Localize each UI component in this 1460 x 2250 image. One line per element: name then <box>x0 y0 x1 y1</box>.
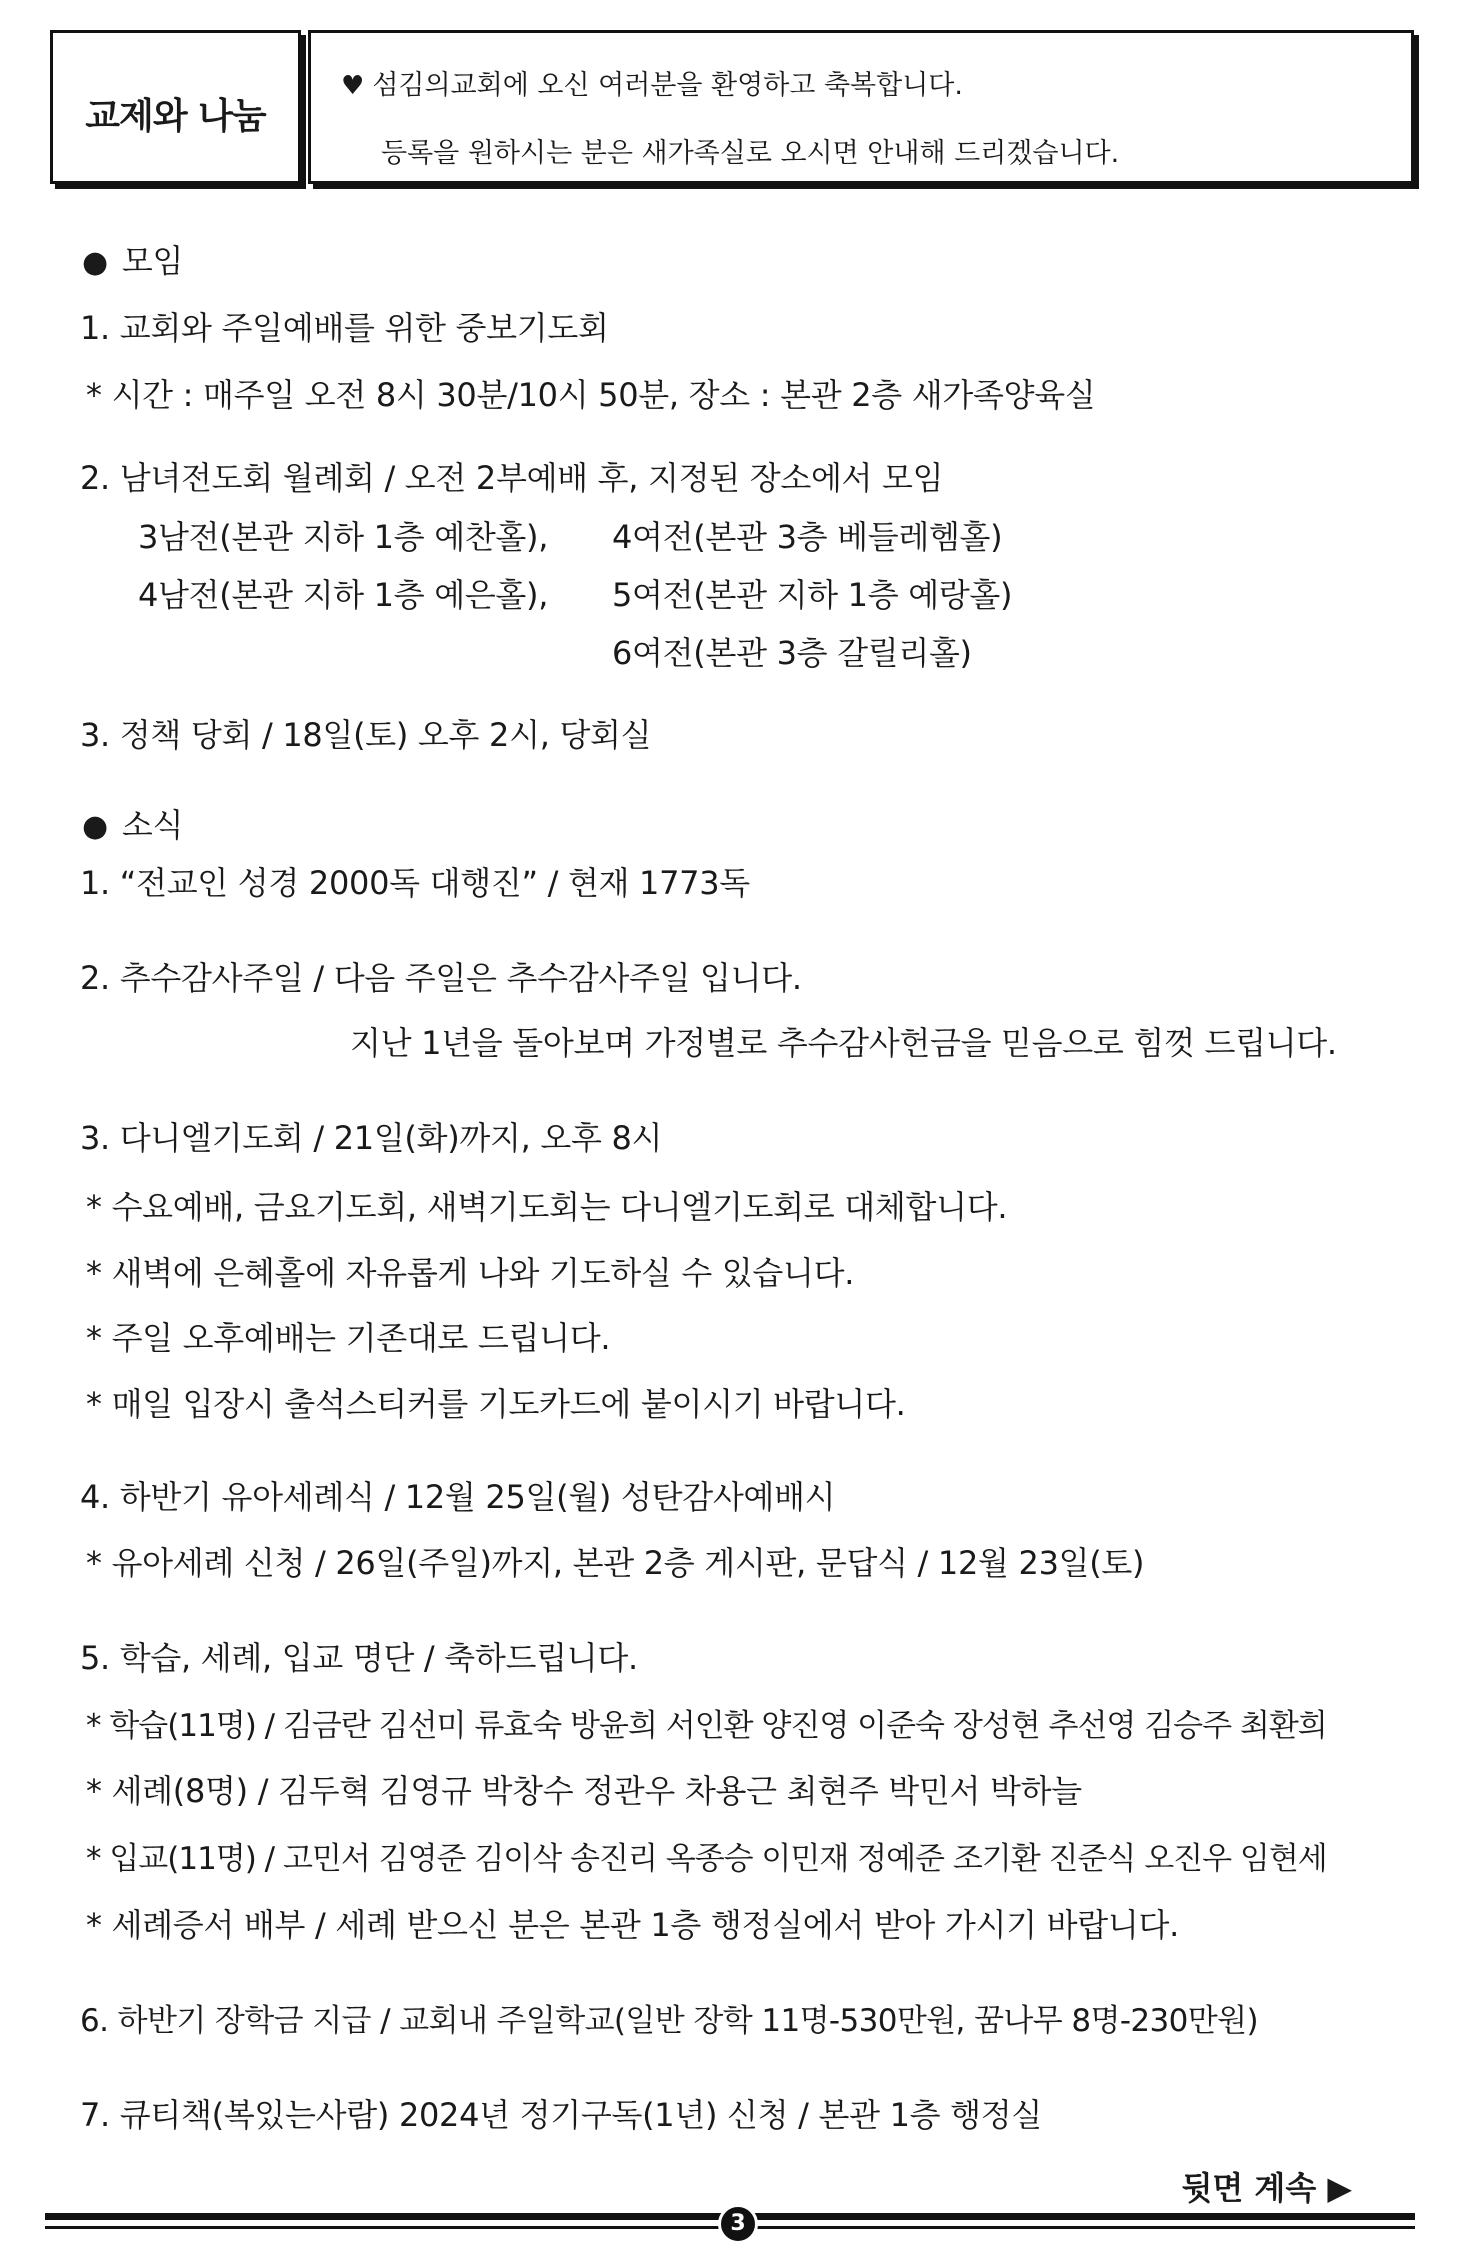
continue-label: 뒷면 계속 ▶ <box>1181 2169 1352 2207</box>
welcome-box <box>308 30 1414 184</box>
bullet-icon: ● <box>82 809 108 844</box>
list-item: * 새벽에 은혜홀에 자유롭게 나와 기도하실 수 있습니다. <box>86 1254 855 1292</box>
list-item: 4남전(본관 지하 1층 예은홀), <box>138 576 549 614</box>
page-number: 3 <box>718 2204 758 2244</box>
list-item: * 수요예배, 금요기도회, 새벽기도회는 다니엘기도회로 대체합니다. <box>86 1188 1008 1226</box>
heart-icon: ♥ <box>341 71 365 101</box>
list-item: * 매일 입장시 출석스티커를 기도카드에 붙이시기 바랍니다. <box>86 1385 906 1423</box>
list-item: 지난 1년을 돌아보며 가정별로 추수감사헌금을 믿음으로 힘껏 드립니다. <box>350 1024 1337 1062</box>
list-item: 6여전(본관 3층 갈릴리홀) <box>612 634 972 672</box>
list-item: * 학습(11명) / 김금란 김선미 류효숙 방윤희 서인환 양진영 이준숙 장성현 추선영 김승주 최환희 <box>86 1708 1327 1744</box>
welcome-line-2: 등록을 원하시는 분은 새가족실로 오시면 안내해 드리겠습니다. <box>381 138 1120 169</box>
list-item: 3. 정책 당회 / 18일(토) 오후 2시, 당회실 <box>80 716 652 754</box>
list-item: 3. 다니엘기도회 / 21일(화)까지, 오후 8시 <box>80 1119 663 1157</box>
list-item: 2. 추수감사주일 / 다음 주일은 추수감사주일 입니다. <box>80 959 802 997</box>
list-item: 3남전(본관 지하 1층 예찬홀), <box>138 518 549 556</box>
list-item: * 주일 오후예배는 기존대로 드립니다. <box>86 1319 611 1357</box>
list-item: * 유아세례 신청 / 26일(주일)까지, 본관 2층 게시판, 문답식 / 12월 23일(토) <box>86 1544 1145 1582</box>
list-item: 4. 하반기 유아세례식 / 12월 25일(월) 성탄감사예배시 <box>80 1478 836 1516</box>
list-item: 6. 하반기 장학금 지급 / 교회내 주일학교(일반 장학 11명-530만원, 꿈나무 8명-230만원) <box>80 2003 1258 2039</box>
list-item: 4여전(본관 3층 베들레헴홀) <box>612 518 1003 556</box>
list-item: * 세례증서 배부 / 세례 받으신 분은 본관 1층 행정실에서 받아 가시기 바랍니다. <box>86 1906 1179 1944</box>
meetings-heading: ● 모임 <box>82 242 184 280</box>
bullet-icon: ● <box>82 245 108 280</box>
section-title: 교제와 나눔 <box>85 96 266 137</box>
list-item: 2. 남녀전도회 월례회 / 오전 2부예배 후, 지정된 장소에서 모임 <box>80 459 944 497</box>
list-item: 1. 교회와 주일예배를 위한 중보기도회 <box>80 309 609 347</box>
welcome-line-1: ♥ 섬김의교회에 오신 여러분을 환영하고 축복합니다. <box>341 70 963 101</box>
list-item: 5여전(본관 지하 1층 예랑홀) <box>612 576 1013 614</box>
list-item: 7. 큐티책(복있는사람) 2024년 정기구독(1년) 신청 / 본관 1층 행정실 <box>80 2096 1042 2134</box>
list-item: 1. “전교인 성경 2000독 대행진” / 현재 1773독 <box>80 864 750 902</box>
news-heading: ● 소식 <box>82 806 184 844</box>
list-item: * 입교(11명) / 고민서 김영준 김이삭 송진리 옥종승 이민재 정예준 조기환 진준식 오진우 임현세 <box>86 1841 1327 1877</box>
list-item: 5. 학습, 세례, 입교 명단 / 축하드립니다. <box>80 1639 638 1677</box>
section-title-box <box>50 30 301 184</box>
list-item: * 시간 : 매주일 오전 8시 30분/10시 50분, 장소 : 본관 2층 새가족양육실 <box>86 376 1096 414</box>
list-item: * 세례(8명) / 김두혁 김영규 박창수 정관우 차용근 최현주 박민서 박하늘 <box>86 1772 1082 1810</box>
